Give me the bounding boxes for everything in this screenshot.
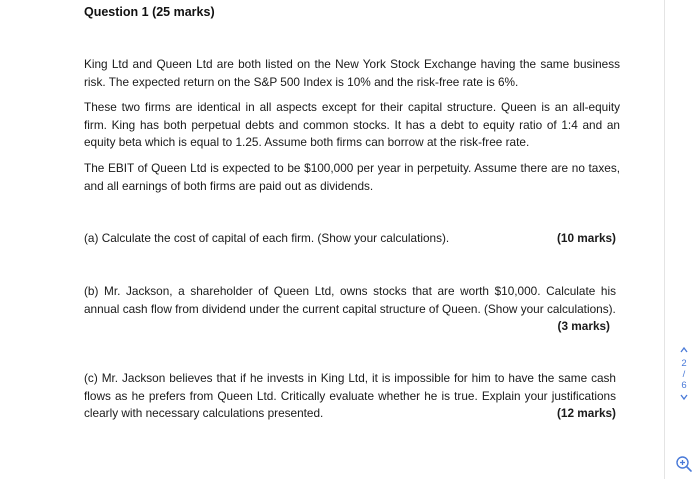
part-b-marks: (3 marks)	[557, 319, 610, 333]
part-a-marks: (10 marks)	[556, 231, 616, 245]
part-b	[84, 283, 616, 336]
total-page-count: 6	[681, 380, 687, 391]
chevron-down-icon[interactable]	[672, 391, 696, 405]
current-page-number: 2	[681, 358, 687, 369]
page-separator: /	[682, 369, 686, 380]
zoom-in-button[interactable]	[674, 454, 694, 474]
capital-structure-paragraph: These two firms are identical in all aspects except for their capital structure. Queen is an all-equity firm. King has both perpetual debts and common stocks. It has a debt to equity ratio of 1:4 and an equity beta which is equal to 1.25. Assume both firms can borrow at the risk-free rate.	[84, 100, 620, 149]
part-a	[84, 230, 616, 248]
page-navigator	[672, 344, 696, 434]
part-c	[84, 370, 616, 423]
zoom-in-icon	[674, 454, 694, 474]
ebit-paragraph: The EBIT of Queen Ltd is expected to be $100,000 per year in perpetuity. Assume there are no taxes, and all earnings of both firms are paid out as dividends.	[84, 161, 620, 193]
part-b-text: (b) Mr. Jackson, a shareholder of Queen Ltd, owns stocks that are worth $10,000. Calculate his annual cash flow from dividend under the current capital structure of Queen. (Show your calculations).	[84, 284, 616, 316]
part-a-text: (a) Calculate the cost of capital of each firm. (Show your calculations).	[84, 231, 450, 245]
part-c-text: (c) Mr. Jackson believes that if he invests in King Ltd, it is impossible for him to have the same cash flows as he prefers from Queen Ltd. Critically evaluate whether he is true. Explain your justifications clearly with necessary calculations presented.	[84, 371, 616, 420]
chevron-up-icon[interactable]	[672, 344, 696, 358]
part-c-marks: (12 marks)	[556, 406, 616, 420]
question-heading: Question 1 (25 marks)	[84, 5, 215, 19]
intro-paragraph: King Ltd and Queen Ltd are both listed on the New York Stock Exchange having the same business risk. The expected return on the S&P 500 Index is 10% and the risk-free rate is 6%.	[84, 57, 620, 89]
